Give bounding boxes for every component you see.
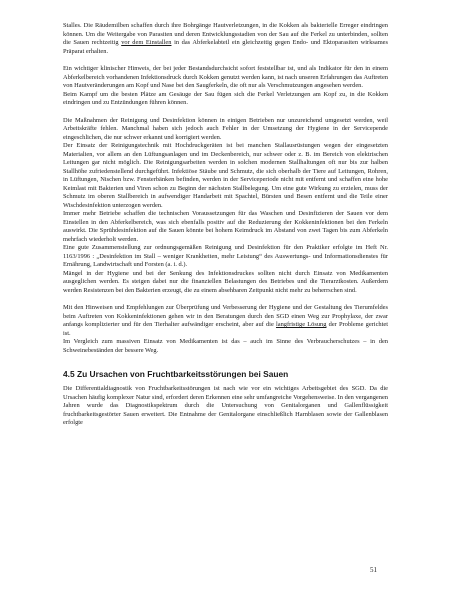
paragraph-2: Ein wichtiger klinischer Hinweis, der bei jeder Bestandsdurchsicht sofort feststellbar ist, und als Indikator für den in einem Abferkelbereich vorhandenen Infektionsdruck durch Kokken genutzt werden kann, ist nach unseren Erfahrungen das Auftreten von Hautveränderungen am Kopf und Nase bei den Saugferkeln, die oft nur als Verschmutzungen angesehen werden. xyxy=(63,65,388,89)
paragraph-7: Eine gute Zusammenstellung zur ordnungsgemäßen Reinigung und Desinfektion für den Praktiker erfolgte im Heft Nr. 1163/1996 : „Desinfektion im Stall – weniger Krankheiten, mehr Leistung“ des Auswertungs- und Informationsdienstes für Ernährung, Landwirtschaft und Forsten (a. i. d.). xyxy=(63,244,388,268)
underlined-text: langfristige Lösung xyxy=(275,321,327,328)
text-run: Stalles. Die Räudemilben schaffen durch ihre Bohrgänge Hautverletzungen, in die Kokken als bakterielle Erreger eindringen können. Um die Weitergabe von Parasiten und deren Entwicklungsstadien von der Sau auf die Ferkel zu unterbinden, sollten die Sauen rechtzeitig xyxy=(63,22,388,46)
paragraph-4: Die Maßnahmen der Reinigung und Desinfektion können in einigen Betrieben nur unzureichend umgesetzt werden, weil Arbeitskräfte fehlen. Manchmal haben sich jedoch auch Fehler in der Umsetzung der Hygiene in der Servicepende eingeschlichen, die nur schwer erkannt und korrigiert werden. xyxy=(63,116,388,141)
page-number: 51 xyxy=(370,566,377,574)
paragraph-8: Mängel in der Hygiene und bei der Senkung des Infektionsdruckes sollten nicht durch Einsatz von Medikamenten ausgeglichen werden. Es steigen dabei nur die finanziellen Belastungen des Betriebes und die Tierarztkosten. Außerdem werden Resistenzen bei den Bakterien erzeugt, die zu einem absehbaren Zeitpunkt nicht mehr zu beherrschen sind. xyxy=(63,269,388,294)
spacer xyxy=(63,295,388,304)
paragraph-11: Die Differentialdiagnostik von Fruchtbarkeitsstörungen ist nach wie vor ein wichtiges Arbeitsgebiet des SGD. Da die Ursachen häufig komplexer Natur sind, erfordert deren Erkennen eine sehr umfangreiche Vorgehensweise. In den vergangenen Jahren wurde das Diagnostikspektrum durch die Untersuchung von Genitalorganen und Gallenflüssigkeit fruchtbarkeitsgestörter Sauen erweitert. Die Entnahme der Genitalorgane einschließlich Harnblasen sowie der Gallenblasen erfolgte xyxy=(63,385,388,426)
paragraph-1 xyxy=(63,22,388,56)
underlined-text: vor dem Einstallen xyxy=(121,39,172,46)
paragraph-6: Immer mehr Betriebe schaffen die technischen Voraussetzungen für das Waschen und Desinfizieren der Sauen vor dem Einstellen in den Abferkelbereich, was sich ebenfalls positiv auf die Reduzierung der Kokkeninfektionen bei den Ferkeln auswirkt. Die Sprühdesinfektion auf die Sauen könnte bei hohem Keimdruck im Abstand von zwei Tagen bis zum Abferkeln mehrfach wiederholt werden. xyxy=(63,210,388,243)
spacer xyxy=(63,56,388,65)
text-run: der Probleme gerichtet ist. xyxy=(63,321,389,337)
spacer xyxy=(63,108,388,117)
paragraph-5: Der Einsatz der Reinigungstechnik mit Hochdruckgeräten ist bei manchen Stallausrüstungen wegen der eingesetzten Materialien, vor allem an den Lüftungsanlagen und im Deckenbereich, nur schwer oder z. B. im Bereich von elektrischen Leitungen gar nicht möglich. Die Reinigungsarbeiten werden in solchen modernen Stallhaltungen oft nur bis zur halben Stallhöhe zufriedenstellend durchgeführt. Infektiöse Stäube und Schmutz, die sich oberhalb der Tiere auf Leitungen, Rohren, in Lüftungen, Nischen bzw. Fensterbänken befinden, werden in der Serviceperiode nicht mit entfernt und schaffen eine hohe Keimlast mit Bakterien und Viren schon zu Beginn der nächsten Stallbelegung. Um eine gute Wirkung zu erzielen, muss der Schmutz im oberen Stallbereich in aufwendiger Handarbeit mit Spachtel, Bürsten und Besen entfernt und die Teile einer Wischdesinfektion unterzogen werden. xyxy=(63,142,388,209)
spacer xyxy=(63,355,388,369)
paragraph-10: Im Vergleich zum massiven Einsatz von Medikamenten ist das – auch im Sinne des Verbraucherschutzes – in den Schweinebeständen der bessere Weg. xyxy=(63,338,388,354)
text-run: in das Abferkelabteil ein gleichzeitig gegen Endo- und Ektoparasiten wirksames Präparat erhalten. xyxy=(63,39,389,55)
text-run: Mit den Hinweisen und Empfehlungen zur Überprüfung und Verbesserung der Hygiene und der Gestaltung des Tierumfeldes beim Auftreten von Kokkeninfektionen gehen wir in den Beratungen durch den SGD einen Weg zur Prophylaxe, der zwar anfangs komplizierter und für den Tierhalter aufwändiger erscheint, aber auf die xyxy=(63,304,388,328)
section-heading: 4.5 Zu Ursachen von Fruchtbarkeitsstörungen bei Sauen xyxy=(63,369,289,379)
page-body xyxy=(63,22,388,428)
paragraph-3: Beim Kampf um die besten Plätze am Gesäuge der Sau fügen sich die Ferkel Verletzungen am Kopf zu, in die Kokken eindringen und zu Entzündungen führen können. xyxy=(63,90,388,106)
paragraph-9 xyxy=(63,304,388,338)
